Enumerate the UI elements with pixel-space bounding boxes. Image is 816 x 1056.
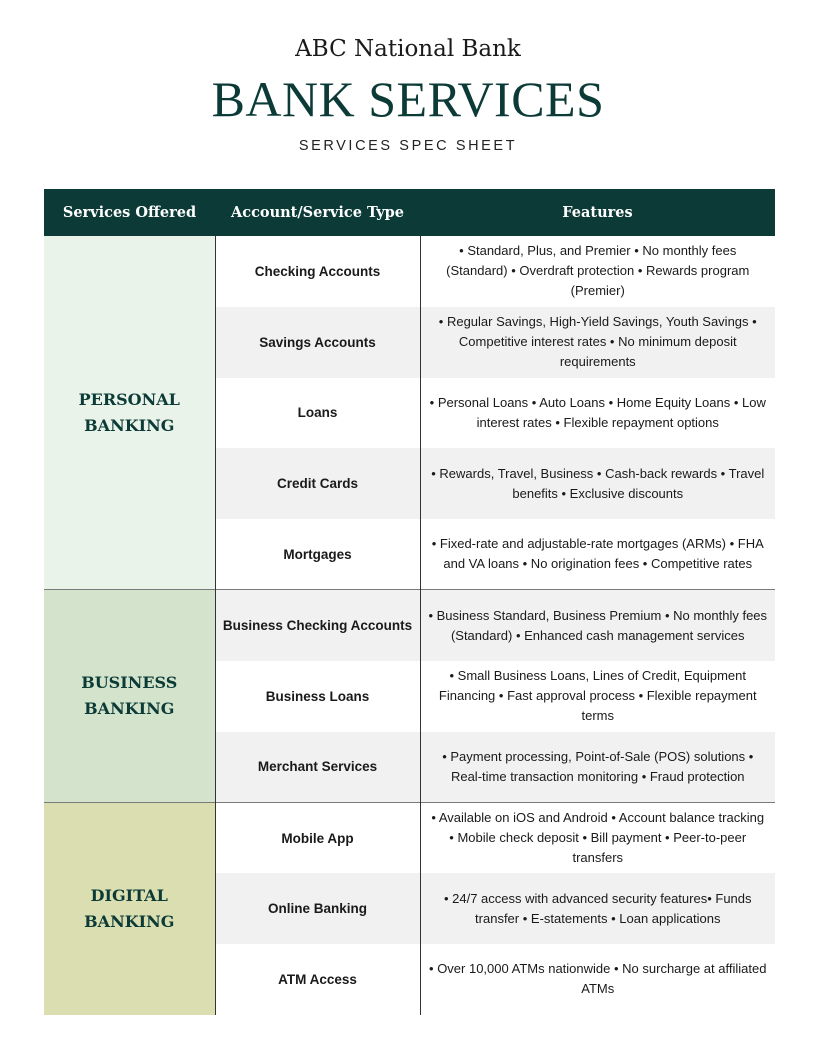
column-header-features: Features xyxy=(420,189,775,236)
table-header-row xyxy=(44,189,775,236)
features-cell: • Over 10,000 ATMs nationwide • No surcharge at affiliated ATMs xyxy=(429,961,767,997)
category-label-line: BANKING xyxy=(84,699,175,719)
features-cell: • Fixed-rate and adjustable-rate mortgages (ARMs) • FHA and VA loans • No origination fees • Competitive rates xyxy=(431,536,764,572)
service-type-cell: Checking Accounts xyxy=(215,236,420,307)
service-type-cell: Business Loans xyxy=(215,661,420,732)
page-subtitle: SERVICES SPEC SHEET xyxy=(298,138,518,154)
features-cell: • Rewards, Travel, Business • Cash-back rewards • Travel benefits • Exclusive discounts xyxy=(420,448,775,519)
features-cell: • Standard, Plus, and Premier • No monthly fees (Standard) • Overdraft protection • Rewards program (Premier) xyxy=(446,243,750,299)
bank-name: ABC National Bank xyxy=(295,36,521,62)
service-type-cell: Savings Accounts xyxy=(215,307,420,378)
features-cell: • 24/7 access with advanced security features• Funds transfer • E-statements • Loan applications xyxy=(420,873,775,944)
column-header-account-service-type: Account/Service Type xyxy=(215,189,420,236)
service-type-cell: Online Banking xyxy=(215,873,420,944)
page-title: BANK SERVICES xyxy=(211,71,605,127)
column-header-services-offered: Services Offered xyxy=(44,189,215,236)
category-label-line: BANKING xyxy=(84,911,175,931)
category-label-line: DIGITAL xyxy=(90,885,168,905)
features-cell: • Payment processing, Point-of-Sale (POS) solutions • Real-time transaction monitoring • Fraud protection xyxy=(420,732,775,803)
category-label-line: PERSONAL xyxy=(78,389,180,409)
table-row xyxy=(44,236,775,307)
category-cell-personal-banking xyxy=(44,236,215,590)
features-cell: • Available on iOS and Android • Account balance tracking • Mobile check deposit • Bill payment • Peer-to-peer transfers xyxy=(420,802,775,873)
category-label-line: BUSINESS xyxy=(81,673,178,693)
service-type-cell: Mortgages xyxy=(215,519,420,590)
service-type-cell: Mobile App xyxy=(215,802,420,873)
service-type-cell: Business Checking Accounts xyxy=(215,590,420,661)
services-table xyxy=(44,189,775,1015)
service-type-cell: ATM Access xyxy=(215,944,420,1015)
category-cell-business-banking xyxy=(44,590,215,802)
table-row xyxy=(44,802,775,873)
service-type-cell: Credit Cards xyxy=(215,448,420,519)
features-cell: • Regular Savings, High-Yield Savings, Youth Savings • Competitive interest rates • No minimum deposit requirements xyxy=(420,307,775,378)
service-type-cell: Merchant Services xyxy=(215,732,420,803)
features-cell: • Small Business Loans, Lines of Credit, Equipment Financing • Fast approval process • Flexible repayment terms xyxy=(438,668,757,724)
table-row xyxy=(44,590,775,661)
category-label-line: BANKING xyxy=(84,415,175,435)
service-type-cell: Loans xyxy=(215,378,420,449)
category-cell-digital-banking xyxy=(44,802,215,1014)
features-cell: • Business Standard, Business Premium • No monthly fees (Standard) • Enhanced cash management services xyxy=(420,590,775,661)
features-cell: • Personal Loans • Auto Loans • Home Equity Loans • Low interest rates • Flexible repayment options xyxy=(429,394,766,430)
